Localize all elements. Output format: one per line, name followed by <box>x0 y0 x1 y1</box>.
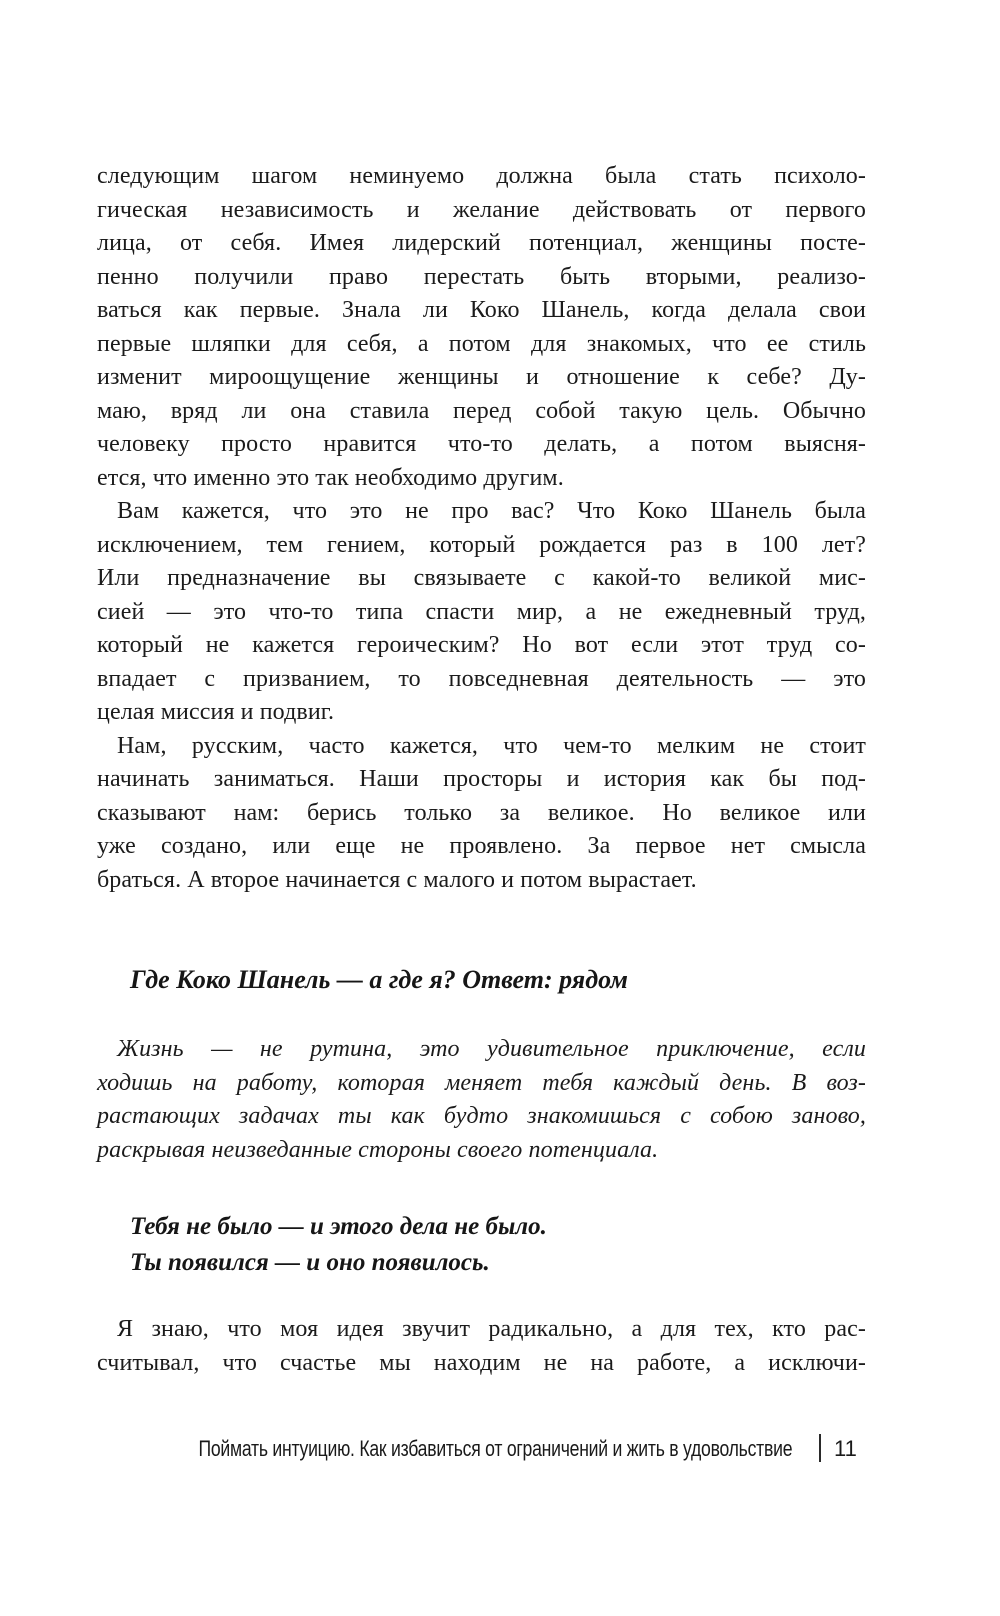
page-footer <box>0 1433 1000 1465</box>
text-line: исключением, тем гением, который рождается раз в 100 лет? <box>97 531 866 558</box>
page-body <box>97 160 866 1380</box>
text-line: лица, от себя. Имея лидерский потенциал, женщины посте- <box>97 230 866 256</box>
text-line: который не кажется героическим? Но вот если этот труд со- <box>97 632 866 658</box>
text-line: изменит мироощущение женщины и отношение к себе? Ду- <box>97 364 866 390</box>
text-line: Нам, русским, часто кажется, что чем-то мелким не стоит <box>117 732 866 759</box>
text-line: Вам кажется, что это не про вас? Что Коко Шанель была <box>117 498 866 524</box>
text-line: считывал, что счастье мы находим не на работе, а исключи- <box>97 1349 866 1376</box>
text-line: маю, вряд ли она ставила перед собой такую цель. Обычно <box>97 397 866 424</box>
quote-paragraph <box>97 1033 866 1167</box>
text-line: впадает с призванием, то повседневная деятельность — это <box>97 665 866 692</box>
text-line: Я знаю, что моя идея звучит радикально, а для тех, кто рас- <box>117 1316 866 1342</box>
text-line: первые шляпки для себя, а потом для знакомых, что ее стиль <box>97 330 866 357</box>
text-line: начинать заниматься. Наши просторы и история как бы под- <box>97 766 866 792</box>
body-paragraph-3 <box>97 730 866 898</box>
footer-separator <box>819 1434 821 1462</box>
text-line: браться. А второе начинается с малого и потом вырастает. <box>97 866 697 893</box>
text-line: ется, что именно это так необходимо другим. <box>97 464 564 491</box>
text-line: сией — это что-то типа спасти мир, а не ежедневный труд, <box>97 598 866 625</box>
text-line: целая миссия и подвиг. <box>97 699 335 725</box>
motto-line: Тебя не было — и этого дела не было. <box>130 1213 547 1240</box>
page-number: 11 <box>834 1436 857 1461</box>
motto-block <box>130 1209 866 1281</box>
text-line: ходишь на работу, которая меняет тебя каждый день. В воз- <box>97 1069 866 1096</box>
text-line: Жизнь — не рутина, это удивительное приключение, если <box>117 1036 866 1062</box>
section-heading: Где Коко Шанель — а где я? Ответ: рядом <box>130 965 628 994</box>
text-line: раскрывая неизведанные стороны своего потенциала. <box>97 1136 659 1163</box>
motto-line: Ты появился — и оно появилось. <box>130 1249 490 1276</box>
text-line: уже создано, или еще не проявлено. За первое нет смысла <box>97 833 866 859</box>
text-line: ваться как первые. Знала ли Коко Шанель, когда делала свои <box>97 297 866 323</box>
text-line: человеку просто нравится что-то делать, а потом выясня- <box>97 431 866 457</box>
running-title: Поймать интуицию. Как избавиться от ограничений и жить в удовольствие <box>198 1436 792 1461</box>
body-paragraph-1 <box>97 160 866 495</box>
text-line: сказывают нам: берись только за великое. Но великое или <box>97 799 866 826</box>
text-line: Или предназначение вы связываете с какой-то великой мис- <box>97 565 866 591</box>
text-line: пенно получили право перестать быть вторыми, реализо- <box>97 263 866 290</box>
text-line: растающих задачах ты как будто знакомишься с собою заново, <box>97 1103 866 1129</box>
text-line: следующим шагом неминуемо должна была стать психоло- <box>97 163 866 189</box>
body-paragraph-2 <box>97 495 866 730</box>
body-paragraph-4 <box>97 1313 866 1380</box>
text-line: гическая независимость и желание действовать от первого <box>97 196 866 223</box>
